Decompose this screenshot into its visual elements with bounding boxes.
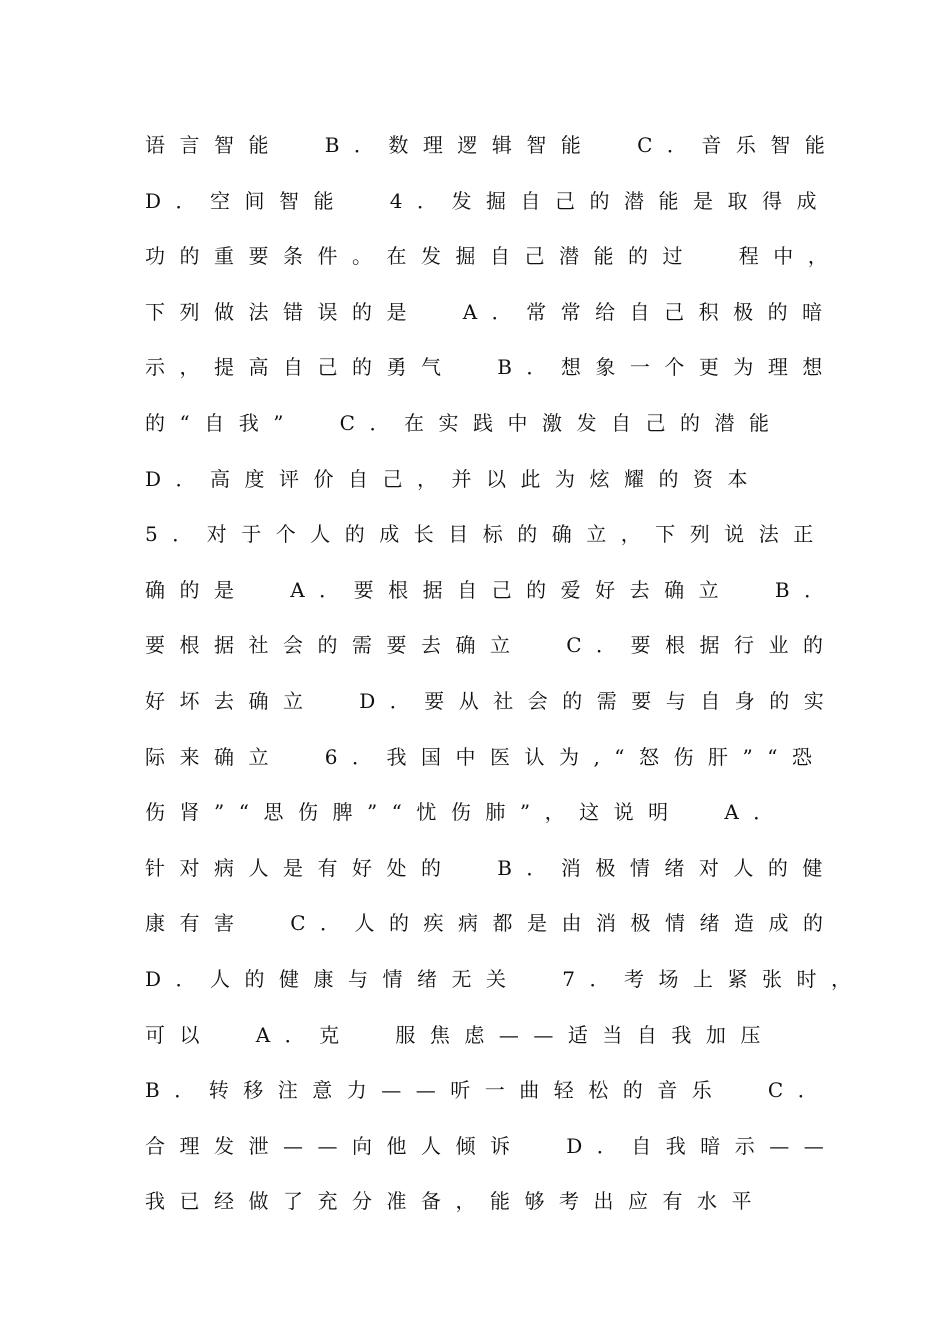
text-line: 示，提高自己的勇气 B．想象一个更为理想: [145, 355, 837, 380]
document-body: [145, 118, 866, 1230]
text-line: 可以 A．克 服焦虑——适当自我加压: [145, 1022, 775, 1047]
text-line: 下列做法错误的是 A．常常给自己积极的暗: [145, 299, 837, 324]
text-line: D．人的健康与情绪无关 7．考场上紧张时，: [145, 966, 866, 991]
text-line: 针对病人是有好处的 B．消极情绪对人的健: [145, 855, 837, 880]
text-line: D．高度评价自己，并以此为炫耀的资本: [145, 466, 763, 491]
text-line: 功的重要条件。在发掘自己潜能的过 程中，: [145, 244, 843, 269]
text-line: 要根据社会的需要去确立 C．要根据行业的: [145, 633, 838, 658]
text-line: B．转移注意力——听一曲轻松的音乐 C．: [145, 1078, 833, 1103]
text-line: 康有害 C．人的疾病都是由消极情绪造成的: [145, 911, 838, 936]
text-line: 我已经做了充分准备，能够考出应有水平: [145, 1189, 766, 1214]
text-line: 语言智能 B．数理逻辑智能 C．音乐智能: [145, 133, 840, 157]
text-line: 5．对于个人的成长目标的确立，下列说法正: [145, 522, 828, 547]
text-line: 好坏去确立 D．要从社会的需要与自身的实: [145, 688, 839, 713]
text-line: 合理发泄——向他人倾诉 D．自我暗示——: [145, 1133, 839, 1158]
text-line: 的“自我” C．在实践中激发自己的潜能: [145, 410, 784, 435]
text-line: 际来确立 6．我国中医认为,“怒伤肝”“恐: [145, 744, 827, 769]
text-line: 伤肾”“思伤脾”“忧伤肺”，这说明 A．: [145, 800, 788, 825]
text-line: D．空间智能 4．发掘自己的潜能是取得成: [145, 188, 831, 213]
text-line: 确的是 A．要根据自己的爱好去确立 B．: [145, 577, 839, 602]
